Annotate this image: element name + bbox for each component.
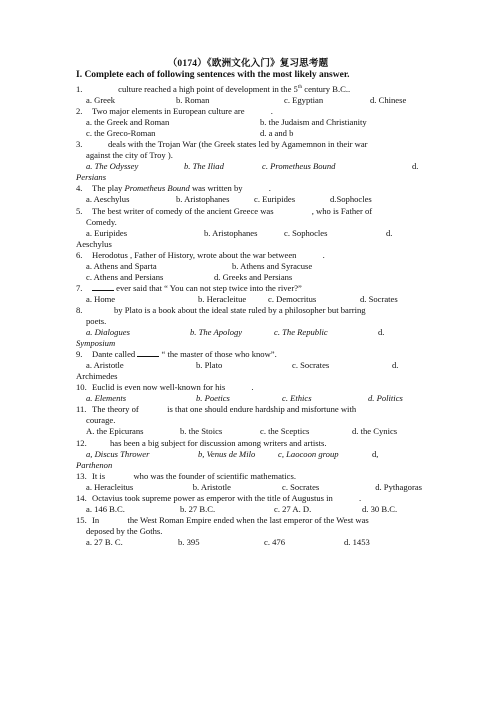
question-15: 15. In the West Roman Empire ended when the last emperor of the West was	[76, 514, 369, 525]
option: b. 395	[178, 536, 200, 547]
option: d. Socrates	[360, 293, 398, 304]
option: c. Egyptian	[284, 95, 324, 106]
option: c. Ethics	[282, 393, 312, 404]
question-8-options	[76, 327, 422, 338]
option: a. The Odyssey	[86, 161, 139, 172]
question-2-options	[76, 117, 422, 128]
option: d. a and b	[260, 128, 294, 139]
question-12-options	[76, 449, 422, 460]
question-11: 11. The theory of is that one should endure hardship and misfortune with	[76, 404, 357, 415]
option: c. the Greco-Roman	[86, 128, 156, 139]
question-1: 1. culture reached a high point of development in the 5th century B.C..	[76, 84, 351, 94]
option: d. Greeks and Persians	[214, 271, 293, 282]
option: d. the Cynics	[352, 426, 398, 437]
option: a. Aeschylus	[86, 194, 130, 205]
section-heading: I. Complete each of following sentences with the most likely answer.	[76, 70, 350, 80]
question-2: 2. Two major elements in European culture are .	[76, 106, 273, 117]
option: b. Athens and Syracuse	[232, 260, 313, 271]
question-15-options	[76, 537, 422, 548]
option: a. Aristotle	[86, 360, 124, 371]
option: c. Socrates	[282, 481, 320, 492]
option: c. Athens and Persians	[86, 271, 164, 282]
option: c, Laocoon group	[278, 448, 339, 459]
option: b. Roman	[176, 95, 210, 106]
option: c. The Republic	[274, 327, 328, 338]
option: a. Heracleitus	[86, 481, 134, 492]
option: a. Elements	[86, 393, 127, 404]
option: b. Heracleitue	[198, 293, 247, 304]
option: c. Euripides	[254, 194, 296, 205]
question-12: 12. has been a big subject for discussion among writers and artists.	[76, 437, 327, 448]
option: b. the Stoics	[180, 426, 223, 437]
option: a. Greek	[86, 95, 116, 106]
option: c. Sophocles	[284, 227, 328, 238]
option: c. Prometheus Bound	[262, 161, 336, 172]
question-4: 4. The play Prometheus Bound was written by .	[76, 183, 271, 194]
question-3-options	[76, 161, 422, 172]
question-9-options	[76, 360, 422, 371]
question-4-options	[76, 194, 422, 205]
question-14-options	[76, 504, 422, 515]
option: d. 1453	[344, 536, 370, 547]
question-7-options	[76, 294, 422, 305]
option: d,	[372, 448, 379, 459]
option: a. Euripides	[86, 227, 128, 238]
option: b. Plato	[196, 360, 223, 371]
option: b. Poetics	[196, 393, 230, 404]
question-13-options	[76, 482, 422, 493]
option: b. Aristophanes	[204, 227, 258, 238]
option: a. Athens and Sparta	[86, 260, 157, 271]
question-6-options	[76, 261, 422, 272]
question-6: 6. Herodotus , Father of History, wrote about the war between .	[76, 249, 325, 260]
option: b, Venus de Milo	[198, 448, 256, 459]
option: a. Home	[86, 293, 116, 304]
option: d. Chinese	[370, 95, 407, 106]
option: b. 27 B.C.	[180, 503, 216, 514]
option: b. the Judaism and Christianity	[260, 117, 367, 128]
option: d.	[392, 360, 399, 371]
option: b. The Apology	[190, 327, 243, 338]
option: c. Socrates	[292, 360, 330, 371]
option: d.Sophocles	[330, 194, 372, 205]
option: d.	[386, 227, 393, 238]
question-13: 13. It is who was the founder of scientific mathematics.	[76, 470, 296, 481]
option: c. Democritus	[268, 293, 317, 304]
question-list: 1. culture reached a high point of development in the 5th century B.C.. a. Greek b. Roman c. Egyptian d. Chinese 2. Two major elements in European culture are . a. the Greek and Roman b. the Judaism and Christianity c. the Greco-Roman d. a and b 3. deals with the Trojan War (the Greek states led by Agamemnon in their war against the city of Troy ). a. The Odyssey b. The Iliad c. Prometheus Bound d. Persians 4. The play Prometheus Bound was written by . a. Aeschylus b. Aristophanes c. Euripides d.Sophocles 5. The best writer of comedy of the ancient Greece was , who is Father of Comedy. a. Euripides b. Aristophanes c. Sophocles d. Aeschylus 6. Herodotus , Father of History, wrote about the war between . a. Athens and Sparta b. Athens and Syracuse c. Athens and Persians d. Greeks and Persians 7. ever said that “ You can not step twice into the river?” a. Home b. Heracleitue c. Democritus d. Socrates 8. by Plato is a book about the ideal state ruled by a philosopher but barring poets. a. Dialogues b. The Apology c. The Republic d. Symposium 9. Dante called “ the master of those who know”. a. Aristotle b. Plato c. Socrates d. Archimedes 10. Euclid is even now well-known for his . a. Elements b. Poetics c. Ethics d. Politics 11. The theory of is that one should endure hardship and misfortune with courage. A. the Epicurans b. the Stoics c. the Sceptics d. the Cynics 12. has been a big subject for discussion among writers and artists. a, Discus Thrower b, Venus de Milo c, Laocoon group d, Parthenon 13. It is who was the founder of scientific mathematics. a. Heracleitus b. Aristotle c. Socrates d. Pythagoras 14. Octavius took supreme power as emperor with the title of Augustus in . a. 146 B.C. b. 27 B.C. c. 27 A. D. d. 30 B.C. 15. In the West Roman Empire ended when the last emperor of the West was deposed by the Goths. a. 27 B. C. b. 395 c. 476 d. 1453	[76, 84, 422, 547]
option: d. Pythagoras	[375, 481, 422, 492]
option: a. 27 B. C.	[86, 536, 123, 547]
option: d.	[412, 161, 419, 172]
option: A. the Epicurans	[86, 426, 144, 437]
question-10: 10. Euclid is even now well-known for his .	[76, 382, 254, 393]
option: a. the Greek and Roman	[86, 117, 170, 128]
option: a, Discus Thrower	[86, 448, 150, 459]
option: b. Aristophanes	[176, 194, 230, 205]
question-11-options	[76, 426, 422, 437]
option: b. Aristotle	[192, 481, 231, 492]
option: b. The Iliad	[184, 161, 224, 172]
option: d. Politics	[368, 393, 403, 404]
question-1-options	[76, 95, 422, 106]
question-7: 7. ever said that “ You can not step twice into the river?”	[76, 282, 302, 293]
option: c. the Sceptics	[260, 426, 310, 437]
document-title: （0174）《欧洲文化入门》复习思考题	[167, 59, 329, 69]
option: a. Dialogues	[86, 327, 130, 338]
option: c. 476	[264, 536, 286, 547]
question-9: 9. Dante called “ the master of those who know”.	[76, 349, 277, 360]
question-5: 5. The best writer of comedy of the ancient Greece was , who is Father of	[76, 205, 373, 216]
option: d.	[378, 327, 385, 338]
option: d. 30 B.C.	[362, 503, 398, 514]
question-14: 14. Octavius took supreme power as emperor with the title of Augustus in .	[76, 492, 362, 503]
question-3: 3. deals with the Trojan War (the Greek states led by Agamemnon in their war	[76, 139, 368, 150]
question-5-options	[76, 228, 422, 239]
question-10-options	[76, 393, 422, 404]
question-8: 8. by Plato is a book about the ideal state ruled by a philosopher but barring	[76, 304, 366, 315]
option: a. 146 B.C.	[86, 503, 125, 514]
option: c. 27 A. D.	[274, 503, 312, 514]
